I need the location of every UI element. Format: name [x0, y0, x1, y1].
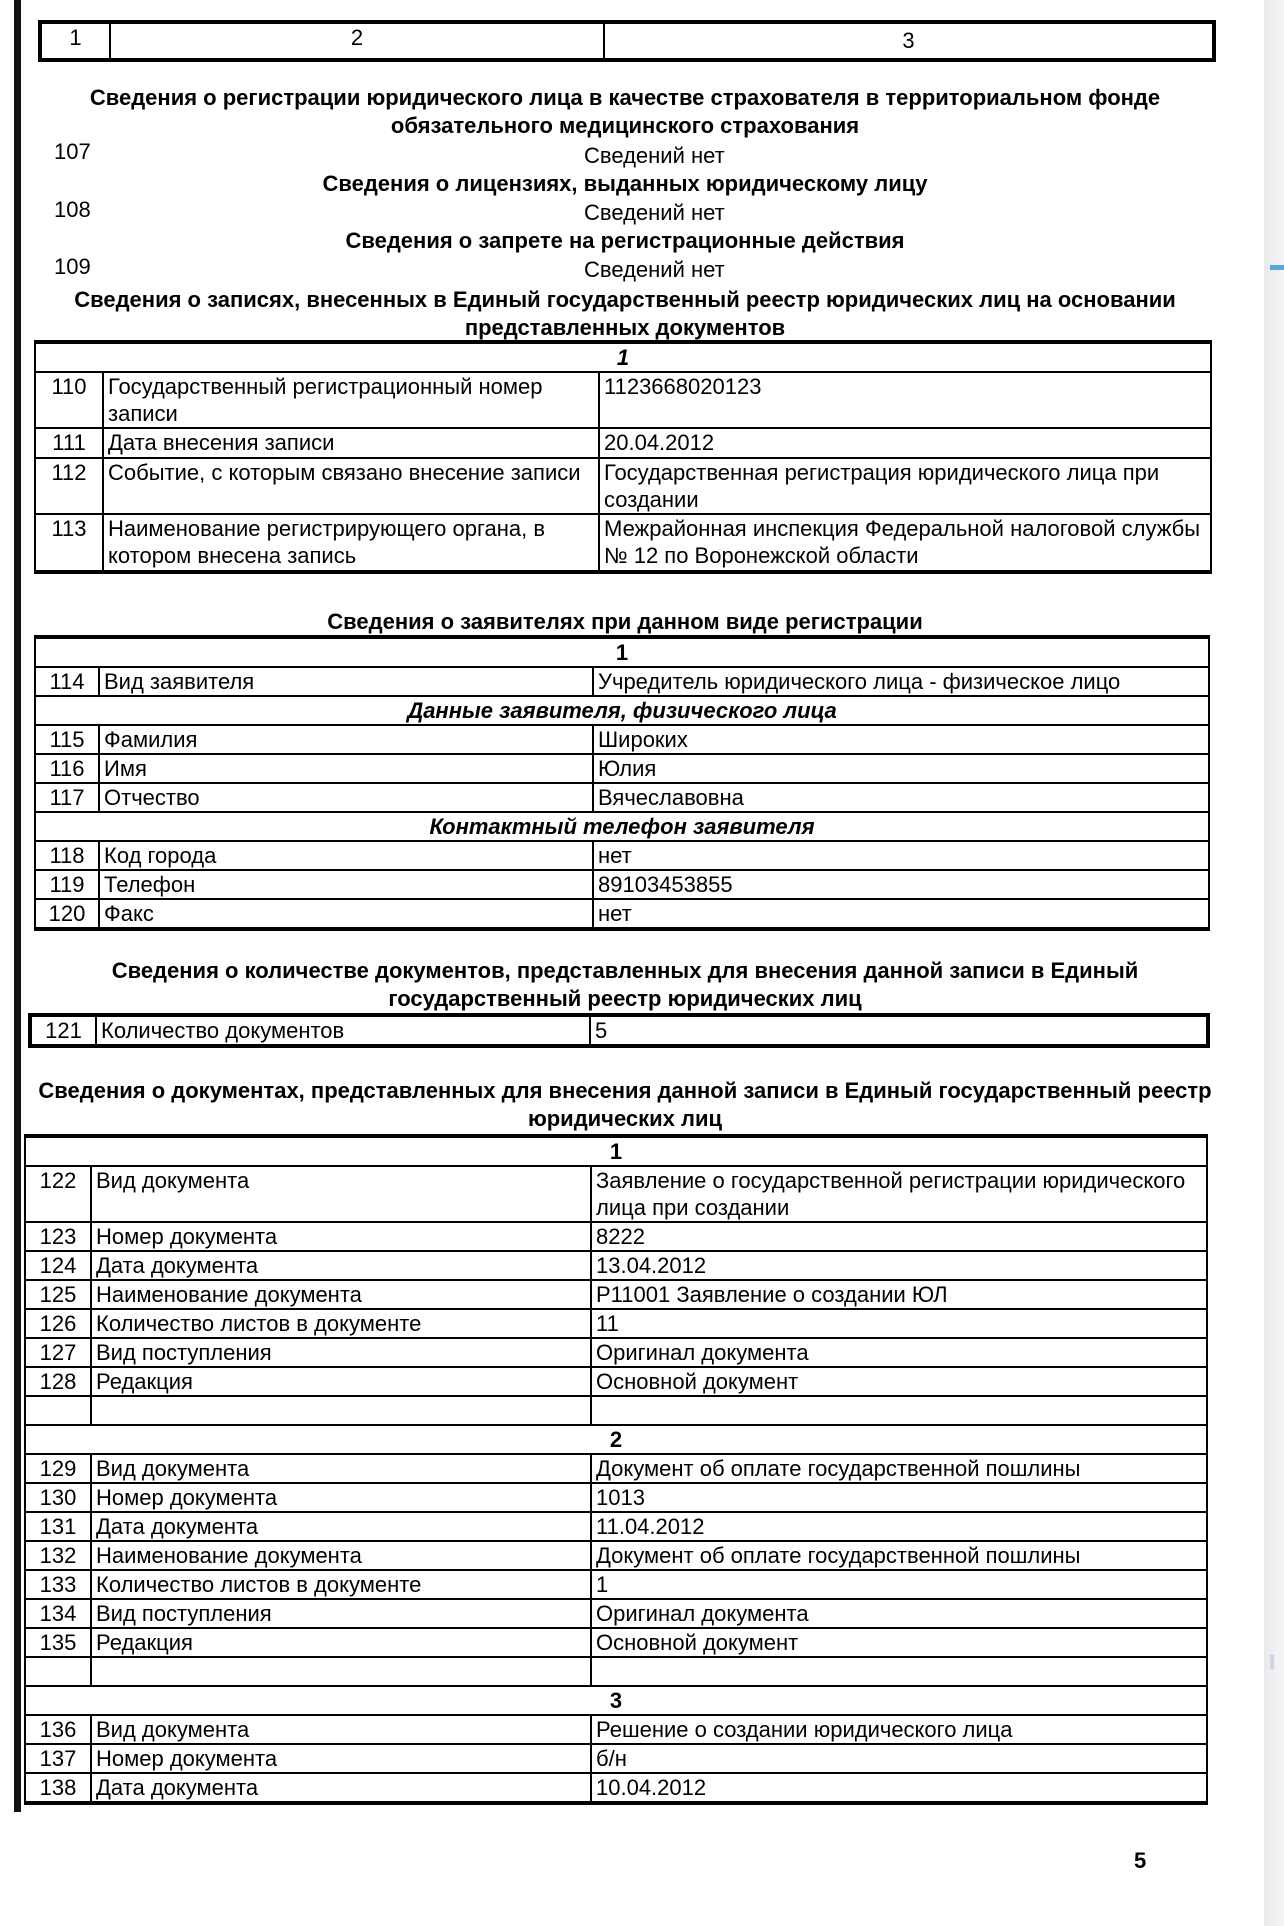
empty-cell [91, 1396, 591, 1425]
document-row-value: Решение о создании юридического лица [591, 1715, 1207, 1744]
applicant-row-value: Учредитель юридического лица - физическое лицо [593, 667, 1209, 696]
documents-group-3: 3 [25, 1686, 1207, 1715]
document-row-number: 137 [25, 1744, 91, 1773]
document-row-label: Вид поступления [91, 1338, 591, 1367]
applicant-row-label: Код города [99, 841, 593, 870]
document-row-label: Номер документа [91, 1222, 591, 1251]
documents-heading: Сведения о документах, представленных для внесения данной записи в Единый государственный реестр юридических лиц [38, 1078, 1212, 1131]
document-row-value: Заявление о государственной регистрации юридического лица при создании [591, 1166, 1207, 1222]
applicant-row-label: Имя [99, 754, 593, 783]
document-row-value: 13.04.2012 [591, 1251, 1207, 1280]
applicant-phone-subheading: Контактный телефон заявителя [35, 812, 1209, 841]
empty-cell [25, 1396, 91, 1425]
document-row-label: Редакция [91, 1367, 591, 1396]
document-row-label: Вид документа [91, 1454, 591, 1483]
applicant-row-label: Вид заявителя [99, 667, 593, 696]
applicant-row-number: 115 [35, 725, 99, 754]
doc-count-table [28, 1013, 1210, 1048]
edge-marker-2 [1270, 1655, 1274, 1669]
applicant-row-number: 119 [35, 870, 99, 899]
records-group-number: 1 [35, 342, 1211, 372]
record-row-value: 20.04.2012 [599, 428, 1211, 458]
applicant-row-label: Факс [99, 899, 593, 929]
applicant-row-number: 117 [35, 783, 99, 812]
document-row-number: 135 [25, 1628, 91, 1657]
page-number: 5 [1134, 1848, 1147, 1873]
ban-row-number: 109 [54, 254, 91, 279]
tfoms-row-number: 107 [54, 139, 91, 164]
document-row-value: Оригинал документа [591, 1338, 1207, 1367]
document-row-number: 138 [25, 1773, 91, 1803]
document-row-label: Дата документа [91, 1512, 591, 1541]
tfoms-heading: Сведения о регистрации юридического лица в качестве страхователя в территориальном фонде обязательного медицинского страхования [89, 85, 1161, 138]
documents-table [24, 1134, 1208, 1805]
document-row-value: б/н [591, 1744, 1207, 1773]
empty-cell [591, 1657, 1207, 1686]
applicants-table [34, 635, 1210, 931]
empty-cell [91, 1657, 591, 1686]
document-row-number: 123 [25, 1222, 91, 1251]
document-row-number: 126 [25, 1309, 91, 1338]
applicant-row-label: Отчество [99, 783, 593, 812]
doc-count-heading: Сведения о количестве документов, представленных для внесения данной записи в Единый государственный реестр юридических лиц [111, 958, 1139, 1011]
document-row-value: 8222 [591, 1222, 1207, 1251]
doc-count-label: Количество документов [96, 1015, 590, 1046]
applicant-row-number: 114 [35, 667, 99, 696]
licenses-value: Сведений нет [584, 200, 725, 225]
document-row-number: 134 [25, 1599, 91, 1628]
document-row-label: Количество листов в документе [91, 1570, 591, 1599]
record-row-value: Межрайонная инспекция Федеральной налоговой службы № 12 по Воронежской области [599, 514, 1211, 572]
doc-count-row-number: 121 [30, 1015, 96, 1046]
document-row-value: Основной документ [591, 1367, 1207, 1396]
applicant-row-value: Широких [593, 725, 1209, 754]
document-row-number: 131 [25, 1512, 91, 1541]
document-row-value: Основной документ [591, 1628, 1207, 1657]
records-heading: Сведения о записях, внесенных в Единый государственный реестр юридических лиц на основании представленных документов [74, 287, 1176, 340]
applicant-row-value: Вячеславовна [593, 783, 1209, 812]
empty-cell [25, 1657, 91, 1686]
ban-heading: Сведения о запрете на регистрационные действия [345, 228, 905, 253]
licenses-row-number: 108 [54, 197, 91, 222]
left-margin-rule [14, 0, 21, 1812]
document-row-label: Наименование документа [91, 1541, 591, 1570]
header-col-3: 3 [604, 22, 1214, 60]
tfoms-value: Сведений нет [584, 143, 725, 168]
document-row-value: 11.04.2012 [591, 1512, 1207, 1541]
document-row-number: 122 [25, 1166, 91, 1222]
document-row-label: Наименование документа [91, 1280, 591, 1309]
record-row-value: 1123668020123 [599, 372, 1211, 428]
document-row-number: 129 [25, 1454, 91, 1483]
document-row-value: Р11001 Заявление о создании ЮЛ [591, 1280, 1207, 1309]
document-row-number: 133 [25, 1570, 91, 1599]
document-row-value: Документ об оплате государственной пошлины [591, 1454, 1207, 1483]
header-col-2: 2 [110, 22, 604, 60]
document-row-label: Вид документа [91, 1715, 591, 1744]
document-row-label: Количество листов в документе [91, 1309, 591, 1338]
column-header-table [38, 20, 1216, 62]
records-table [34, 340, 1212, 574]
document-row-number: 128 [25, 1367, 91, 1396]
document-row-label: Дата документа [91, 1251, 591, 1280]
document-row-value: 1013 [591, 1483, 1207, 1512]
documents-group-1: 1 [25, 1136, 1207, 1166]
document-row-number: 130 [25, 1483, 91, 1512]
record-row-label: Государственный регистрационный номер записи [103, 372, 599, 428]
document-row-number: 132 [25, 1541, 91, 1570]
record-row-value: Государственная регистрация юридического лица при создании [599, 458, 1211, 514]
applicant-row-value: Юлия [593, 754, 1209, 783]
document-row-number: 136 [25, 1715, 91, 1744]
document-row-label: Вид поступления [91, 1599, 591, 1628]
applicant-row-number: 120 [35, 899, 99, 929]
document-row-value: 10.04.2012 [591, 1773, 1207, 1803]
empty-cell [591, 1396, 1207, 1425]
record-row-label: Событие, с которым связано внесение записи [103, 458, 599, 514]
documents-group-2: 2 [25, 1425, 1207, 1454]
ban-value: Сведений нет [584, 257, 725, 282]
doc-count-value: 5 [590, 1015, 1208, 1046]
applicants-group-number: 1 [35, 637, 1209, 667]
document-row-value: Оригинал документа [591, 1599, 1207, 1628]
record-row-label: Дата внесения записи [103, 428, 599, 458]
header-col-1: 1 [40, 22, 110, 60]
document-row-number: 124 [25, 1251, 91, 1280]
record-row-label: Наименование регистрирующего органа, в котором внесена запись [103, 514, 599, 572]
applicants-heading: Сведения о заявителях при данном виде регистрации [327, 609, 923, 634]
applicant-row-label: Фамилия [99, 725, 593, 754]
applicant-row-number: 116 [35, 754, 99, 783]
edge-marker [1270, 265, 1284, 270]
applicant-row-value: нет [593, 841, 1209, 870]
page-edge-shadow [1264, 0, 1284, 1926]
applicant-person-subheading: Данные заявителя, физического лица [35, 696, 1209, 725]
record-row-number: 113 [35, 514, 103, 572]
document-row-label: Вид документа [91, 1166, 591, 1222]
document-row-label: Номер документа [91, 1744, 591, 1773]
document-row-value: 1 [591, 1570, 1207, 1599]
document-row-label: Редакция [91, 1628, 591, 1657]
applicant-row-number: 118 [35, 841, 99, 870]
applicant-row-value: 89103453855 [593, 870, 1209, 899]
applicant-row-label: Телефон [99, 870, 593, 899]
document-row-label: Номер документа [91, 1483, 591, 1512]
record-row-number: 112 [35, 458, 103, 514]
document-row-value: 11 [591, 1309, 1207, 1338]
record-row-number: 110 [35, 372, 103, 428]
applicant-row-value: нет [593, 899, 1209, 929]
document-row-value: Документ об оплате государственной пошлины [591, 1541, 1207, 1570]
document-row-number: 125 [25, 1280, 91, 1309]
document-row-number: 127 [25, 1338, 91, 1367]
document-row-label: Дата документа [91, 1773, 591, 1803]
record-row-number: 111 [35, 428, 103, 458]
licenses-heading: Сведения о лицензиях, выданных юридическому лицу [322, 171, 928, 196]
